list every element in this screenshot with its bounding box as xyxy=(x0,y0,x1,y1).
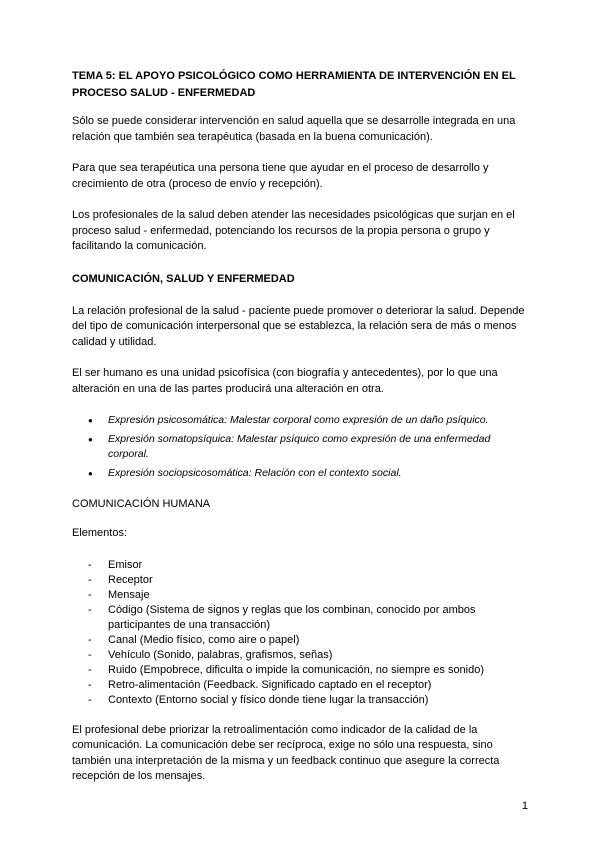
list-item: - Retro-alimentación (Feedback. Significado captado en el receptor) xyxy=(72,678,532,693)
intro-paragraph-3: Los profesionales de la salud deben atender las necesidades psicológicas que surjan en el proceso salud - enfermedad, potenciando los recursos de la propia persona o grupo y facilitando la comunicación. xyxy=(72,209,515,252)
list-item: - Mensaje xyxy=(72,588,532,603)
list-item: - Código (Sistema de signos y reglas que los combinan, conocido por ambos participantes de una transacción) xyxy=(72,603,532,633)
closing-paragraph: El profesional debe priorizar la retroalimentación como indicador de la calidad de la comunicación. La comunicación debe ser recíproca, exige no sólo una respuesta, sino también una interpretación de la misma y un feedback continuo que asegure la correcta recepción de los mensajes. xyxy=(72,723,500,782)
list-item: - Canal (Medio físico, como aire o papel) xyxy=(72,633,532,648)
section1-paragraph-2: El ser humano es una unidad psicofísica (con biografía y antecedentes), por lo que una alteración en una de las partes producirá una alteración en otra. xyxy=(72,367,498,395)
section1-paragraph-1: La relación profesional de la salud - paciente puede promover o deteriorar la salud. Depende del tipo de comunicación interpersonal que se establezca, la relación sera de más o menos calidad y utilidad. xyxy=(72,304,525,348)
intro-paragraph-1: Sólo se puede considerar intervención en salud aquella que se desarrolle integrada en una relación que también sea terapéutica (basada en la buena comunicación). xyxy=(72,115,516,143)
document-title: TEMA 5: EL APOYO PSICOLÓGICO COMO HERRAMIENTA DE INTERVENCIÓN EN EL PROCESO SALUD - ENFERMEDAD xyxy=(72,70,516,99)
list-item: - Vehículo (Sonido, palabras, grafismos, señas) xyxy=(72,648,532,663)
section-heading-comunicacion-humana: COMUNICACIÓN HUMANA xyxy=(72,498,211,510)
list-item: - Ruido (Empobrece, dificulta o impide la comunicación, no siempre es sonido) xyxy=(72,663,532,678)
list-item: - Emisor xyxy=(72,558,532,573)
intro-paragraph-2: Para que sea terapéutica una persona tiene que ayudar en el proceso de desarrollo y crecimiento de otra (proceso de envío y recepción). xyxy=(72,162,489,190)
page-number: 1 xyxy=(521,800,528,812)
bullet-item: ● Expresión somatopsíquica: Malestar psíquico como expresión de una enfermedad corporal. xyxy=(72,432,532,463)
elements-label: Elementos: xyxy=(72,527,128,539)
expression-bullet-list xyxy=(72,413,532,481)
bullet-item: ● Expresión sociopsicosomática: Relación con el contexto social. xyxy=(72,466,532,482)
elements-list xyxy=(72,558,532,708)
list-item: - Contexto (Entorno social y físico donde tiene lugar la transacción) xyxy=(72,693,532,708)
bullet-item: ● Expresión psicosomática: Malestar corporal como expresión de un daño psíquico. xyxy=(72,413,532,429)
list-item: - Receptor xyxy=(72,573,532,588)
section-heading-comunicacion-salud: COMUNICACIÓN, SALUD Y ENFERMEDAD xyxy=(72,272,295,285)
document-page xyxy=(72,68,532,801)
